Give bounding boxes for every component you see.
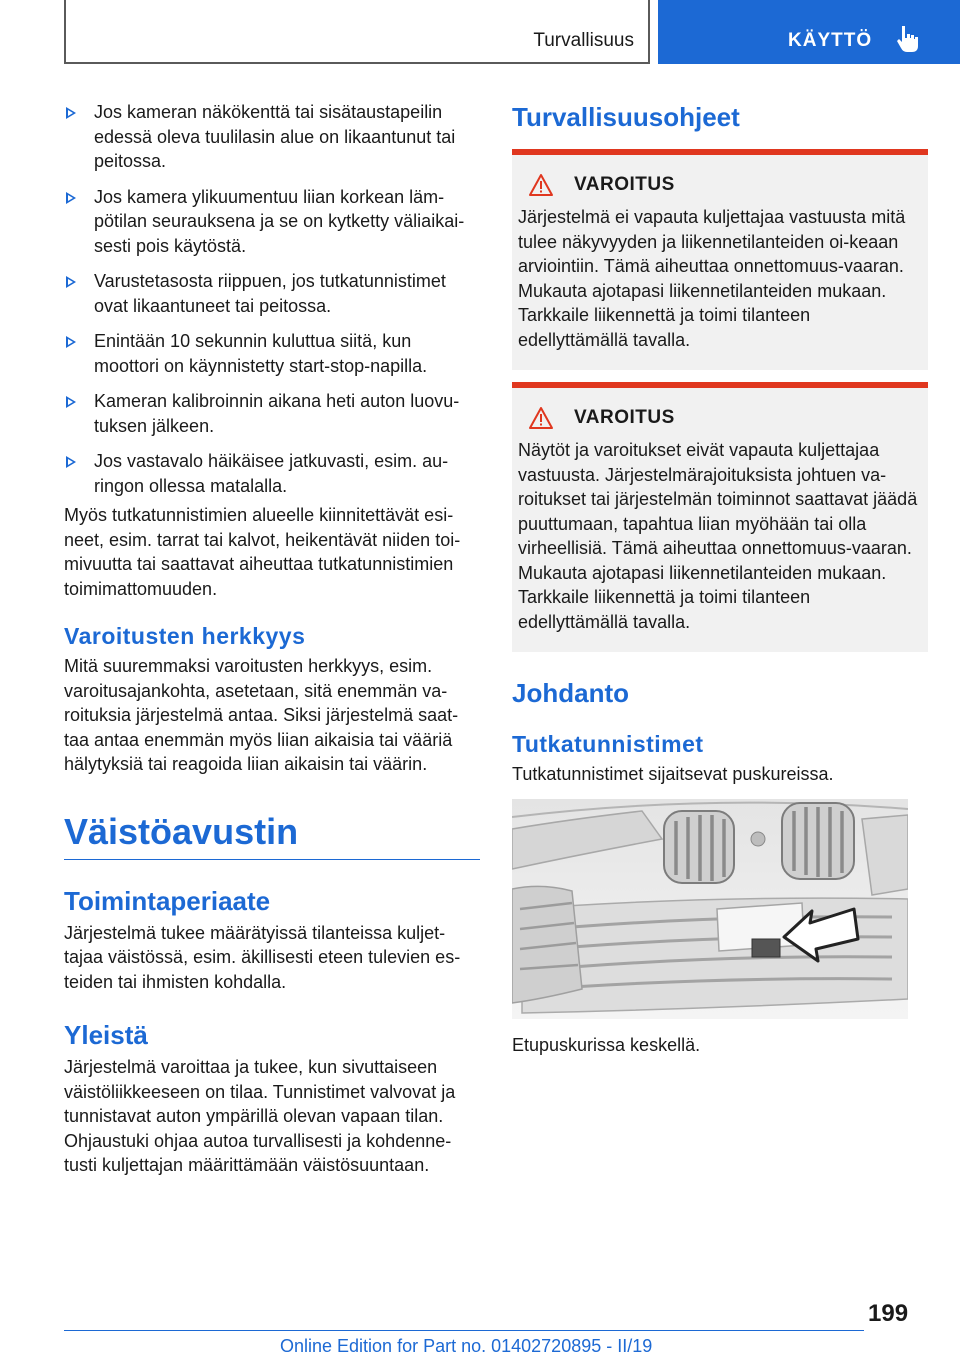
hand-pointer-icon (896, 24, 922, 54)
heading-radar: Tutkatunnistimet (512, 731, 704, 757)
triangle-bullet-icon (66, 276, 76, 288)
general-paragraph: Järjestelmä varoittaa ja tukee, kun sivuttaiseen väistöliikkeeseen on tilaa. Tunnistimet valvovat ja tunnistavat auton ympärillä olevan vapaan tilan. Ohjaustuki ohjaa autoa turvallisesti ja kohdenne-tusti kuljettajan määrittämään väistösuuntaan. (64, 1057, 456, 1175)
triangle-bullet-icon (66, 107, 76, 119)
chapter-divider (64, 859, 480, 860)
warning-triangle-icon (528, 173, 554, 197)
header-section-box (64, 0, 650, 64)
chapter-title: Väistöavustin (64, 810, 299, 852)
triangle-bullet-icon (66, 456, 76, 468)
list-item-text: Jos vastavalo häikäisee jatkuvasti, esim. au-ringon ollessa matalalla. (94, 451, 449, 496)
heading-principle: Toimintaperiaate (64, 885, 271, 916)
right-column (512, 100, 928, 1057)
heading-intro: Johdanto (512, 678, 629, 708)
radar-paragraph: Tutkatunnistimet sijaitsevat puskureissa. (512, 764, 834, 784)
warning-box (512, 149, 928, 370)
warning-text: Näytöt ja varoitukset eivät vapauta kuljettajaa vastuusta. Järjestelmärajoituksista johtuen va-roitukset tai järjestelmän toiminnot saattavat jäädä puuttumaan, tapahtua liian myöhään tai olla virheellisiä. Tämä aiheuttaa onnettomuus-vaaran. Mukauta ajotapasi liikennetilanteiden mukaan. Tarkkaile liikennettä ja toimi tilanteen edellyttämällä tavalla. (518, 440, 918, 632)
list-item-text: Jos kamera ylikuumentuu liian korkean läm-pötilan seurauksena ja se on kytketty väliaikai-sesti pois käytöstä. (94, 186, 465, 256)
sensitivity-paragraph: Mitä suuremmaksi varoitusten herkkyys, esim. varoitusajankohta, asetetaan, sitä enemmän va-roituksia järjestelmä antaa. Siksi järjestelmä saat-taa antaa enemmän myös liian aikaisia tai vääriä hälytyksiä tai reagoida liian aikaisin tai väärin. (64, 656, 459, 774)
warning-title: VAROITUS (574, 407, 675, 428)
front-bumper-illustration (512, 799, 908, 1019)
warning-text: Järjestelmä ei vapauta kuljettajaa vastuusta mitä tulee näkyvyyden ja liikennetilanteiden oi-keaan arviointiin. Tämä aiheuttaa onnettomuus-vaaran. Mukauta ajotapasi liikennetilanteiden mukaan. Tarkkaile liikennettä ja toimi tilanteen edellyttämällä tavalla. (518, 207, 906, 350)
triangle-bullet-icon (66, 192, 76, 204)
triangle-bullet-icon (66, 336, 76, 348)
header-section-title: Turvallisuus (533, 30, 634, 51)
list-item (64, 329, 480, 378)
list-item (64, 100, 480, 174)
sensor-paragraph: Myös tutkatunnistimien alueelle kiinnitettävät esi-neet, esim. tarrat tai kalvot, heikentävät niiden toi-mivuutta tai saattavat aiheuttaa tutkatunnistimien toimimattomuuden. (64, 505, 461, 599)
list-item (64, 449, 480, 498)
heading-sensitivity: Varoitusten herkkyys (64, 623, 306, 649)
list-item (64, 185, 480, 259)
list-item-text: Varustetasosta riippuen, jos tutkatunnistimet ovat likaantuneet tai peitossa. (94, 271, 446, 316)
list-item (64, 269, 480, 318)
list-item-text: Kameran kalibroinnin aikana heti auton luovu-tuksen jälkeen. (94, 391, 460, 436)
footer-edition: Online Edition for Part no. 01402720895 - II/19 (280, 1336, 653, 1356)
condition-list (64, 100, 480, 498)
heading-safety: Turvallisuusohjeet (512, 102, 740, 132)
footer-divider (64, 1330, 864, 1331)
warning-title: VAROITUS (574, 174, 675, 195)
header-chapter-title: KÄYTTÖ (788, 30, 873, 51)
header-chapter-tab[interactable] (658, 0, 960, 64)
list-item (64, 389, 480, 438)
warning-triangle-icon (528, 406, 554, 430)
warning-box (512, 382, 928, 652)
left-column (64, 100, 480, 1178)
heading-general: Yleistä (64, 1020, 148, 1050)
page-number: 199 (868, 1300, 909, 1327)
list-item-text: Jos kameran näkökenttä tai sisätaustapeilin edessä oleva tuulilasin alue on likaantunut tai peitossa. (94, 102, 456, 171)
list-item-text: Enintään 10 sekunnin kuluttua siitä, kun moottori on käynnistetty start-stop-napilla. (94, 331, 428, 376)
image-caption: Etupuskurissa keskellä. (512, 1034, 701, 1055)
triangle-bullet-icon (66, 396, 76, 408)
principle-paragraph: Järjestelmä tukee määrätyissä tilanteissa kuljet-tajaa väistössä, esim. äkillisesti eteen tulevien es-teiden tai ihmisten kohdalla. (64, 922, 461, 992)
